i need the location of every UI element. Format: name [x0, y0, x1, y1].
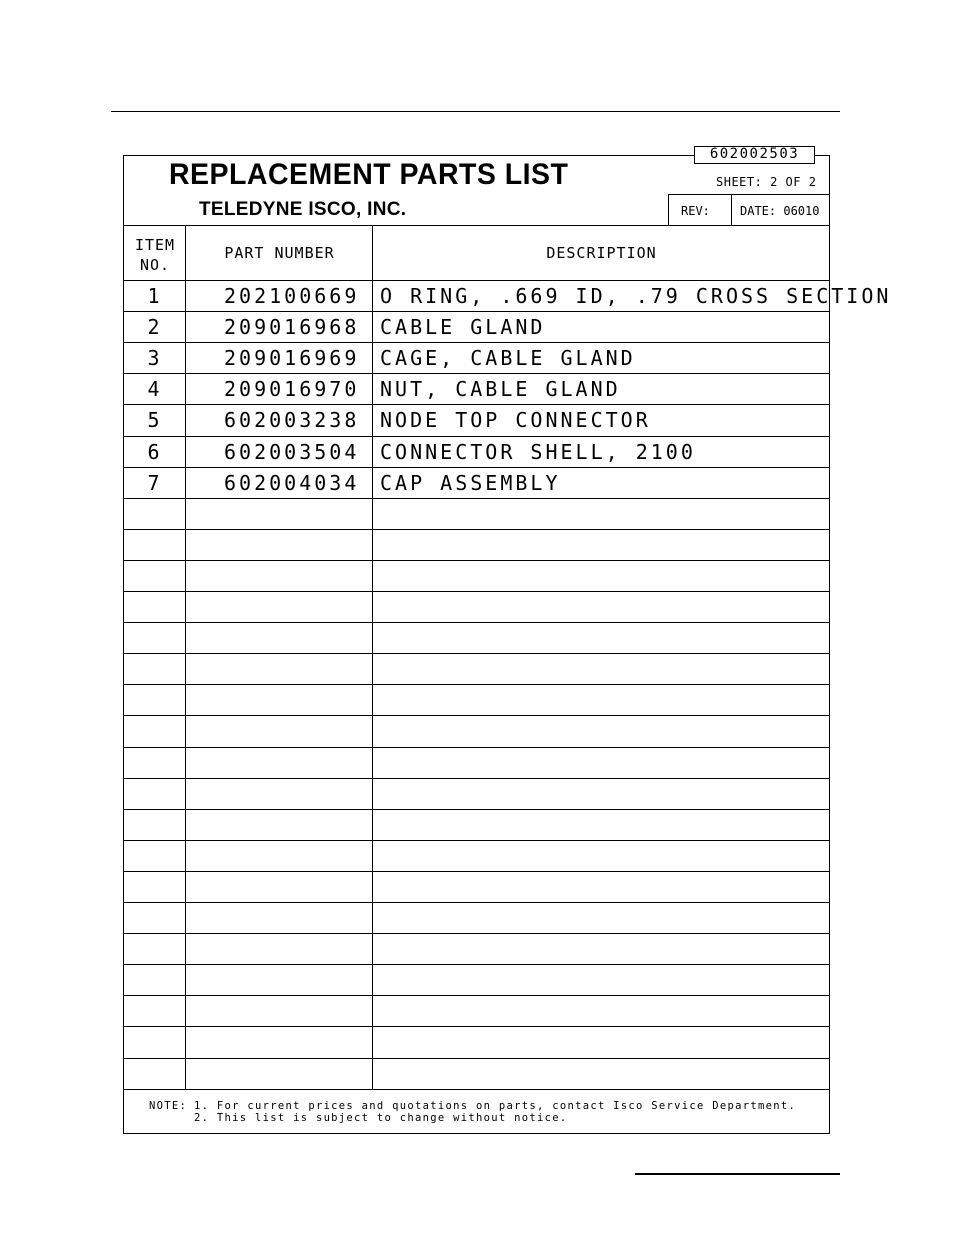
part-description: CAP ASSEMBLY	[380, 471, 561, 495]
item-number: 6	[147, 440, 163, 464]
item-header-line1: ITEM	[134, 236, 176, 254]
page-top-rule	[111, 111, 840, 112]
row-line	[123, 1058, 830, 1059]
item-number: 7	[147, 471, 163, 495]
part-description: CONNECTOR SHELL, 2100	[380, 440, 696, 464]
row-line	[123, 747, 830, 748]
item-number: 4	[147, 377, 163, 401]
part-number: 209016969	[224, 346, 360, 370]
row-line	[123, 995, 830, 996]
column-header-description: DESCRIPTION	[546, 244, 657, 262]
row-line	[123, 715, 830, 716]
part-number: 602004034	[224, 471, 360, 495]
part-number: 602003238	[224, 408, 360, 432]
part-description: NUT, CABLE GLAND	[380, 377, 621, 401]
part-description: NODE TOP CONNECTOR	[380, 408, 651, 432]
note-line-1: 1. For current prices and quotations on parts, contact Isco Service Department.	[194, 1100, 797, 1112]
row-line	[123, 871, 830, 872]
row-line	[123, 653, 830, 654]
row-line	[123, 1026, 830, 1027]
item-number: 2	[147, 315, 163, 339]
row-line	[123, 964, 830, 965]
row-line	[123, 778, 830, 779]
item-number: 5	[147, 408, 163, 432]
column-header-part-number: PART NUMBER	[224, 244, 335, 262]
part-number: 202100669	[224, 284, 360, 308]
page-bottom-rule	[635, 1173, 840, 1175]
row-line	[123, 1089, 830, 1090]
date-label: DATE: 06010	[740, 204, 820, 218]
column-header-item	[124, 235, 186, 275]
row-line	[123, 591, 830, 592]
row-line	[123, 560, 830, 561]
item-header-line2: NO.	[139, 256, 171, 274]
header-top-line	[123, 225, 830, 226]
revision-label: REV:	[681, 204, 710, 218]
sheet-number: SHEET: 2 OF 2	[716, 175, 817, 189]
item-number: 3	[147, 346, 163, 370]
row-line	[123, 684, 830, 685]
part-number: 209016968	[224, 315, 360, 339]
item-number: 1	[147, 284, 163, 308]
row-line	[123, 622, 830, 623]
row-line	[123, 902, 830, 903]
row-line	[123, 809, 830, 810]
title-block-divider	[668, 194, 830, 195]
part-description: CAGE, CABLE GLAND	[380, 346, 636, 370]
title-block-divider	[668, 194, 669, 225]
document-number: 602002503	[694, 146, 815, 164]
row-line	[123, 840, 830, 841]
page-title: REPLACEMENT PARTS LIST	[169, 158, 569, 191]
part-number: 209016970	[224, 377, 360, 401]
column-divider	[372, 225, 373, 1089]
notes-label: NOTE:	[149, 1100, 188, 1112]
company-name: TELEDYNE ISCO, INC.	[199, 199, 407, 220]
title-block-divider	[731, 194, 732, 225]
note-line-2: 2. This list is subject to change without notice.	[194, 1112, 568, 1124]
part-number: 602003504	[224, 440, 360, 464]
part-description: O RING, .669 ID, .79 CROSS SECTION	[380, 284, 892, 308]
part-description: CABLE GLAND	[380, 315, 546, 339]
row-line	[123, 529, 830, 530]
row-line	[123, 933, 830, 934]
